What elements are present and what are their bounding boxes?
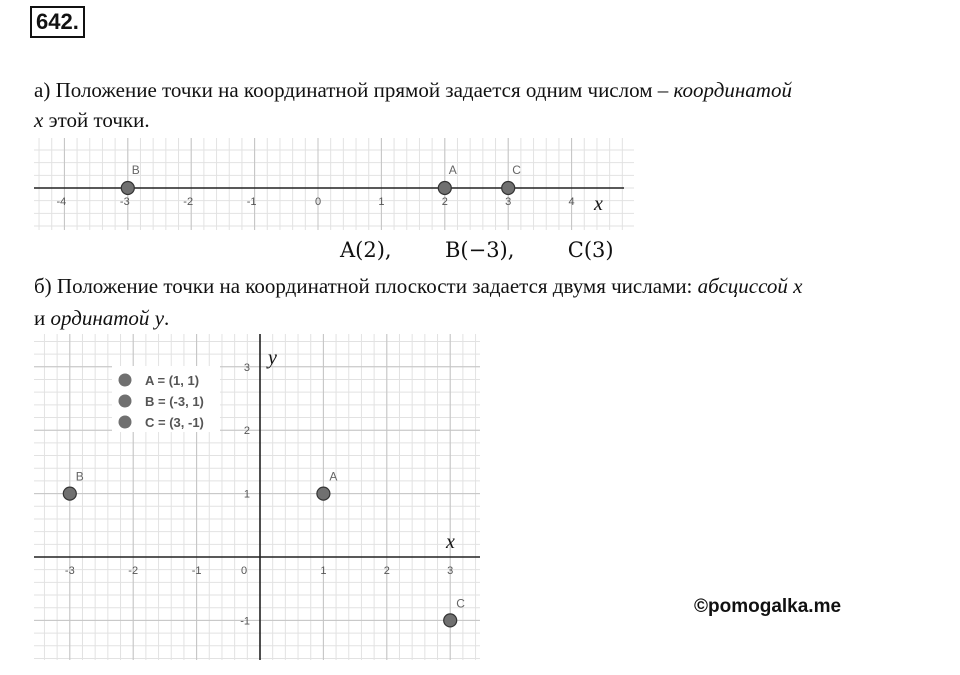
point-B (63, 487, 76, 500)
tick-label: -4 (56, 196, 67, 208)
problem-number: 642. (30, 6, 85, 38)
part-a-line-2 (34, 106, 150, 134)
point-label-C: C (512, 163, 521, 177)
part-b-line2-end: . (164, 306, 170, 330)
y-tick-label: 3 (243, 361, 250, 374)
part-a-line-1 (34, 76, 792, 104)
coordinate-plane (34, 334, 480, 660)
part-b-line-1 (34, 272, 802, 300)
x-tick-label: 2 (383, 565, 390, 577)
part-b-text: б) Положение точки на координатной плоскости задается двумя числами: (34, 274, 698, 298)
coord-b: B(−3), (444, 238, 515, 262)
part-a-text: а) Положение точки на координатной прямой задается одним числом – (34, 78, 674, 102)
y-tick-label: -1 (240, 615, 250, 628)
number-line (34, 138, 634, 234)
origin-label: 0 (240, 565, 248, 577)
x-tick-label: -2 (128, 565, 139, 577)
point-label-B: B (75, 469, 84, 484)
part-b-term-abscissa: абсциссой (697, 274, 788, 298)
coord-a: A(2), (340, 238, 392, 262)
x-tick-label: 1 (320, 565, 327, 577)
y-tick-label: 1 (243, 488, 250, 501)
part-b-line2-prefix: и (34, 306, 51, 330)
part-a-var: x (34, 108, 44, 132)
tick-label: 1 (378, 196, 385, 208)
tick-label: 4 (568, 196, 575, 208)
part-b-term-ordinate: ординатой (50, 306, 150, 330)
part-a-line2-text: этой точки. (43, 108, 150, 132)
y-tick-label: 2 (243, 425, 250, 438)
point-label-C: C (456, 596, 465, 611)
watermark: ©pomogalka.me (694, 596, 842, 617)
legend-marker (119, 395, 132, 408)
part-a-term: координатой (673, 78, 792, 102)
point-label-B: B (131, 163, 140, 177)
part-b-var-x: x (787, 274, 803, 298)
x-tick-label: -1 (191, 565, 202, 577)
tick-label: -1 (246, 196, 257, 208)
coord-c: C(3) (567, 238, 614, 262)
tick-label: -3 (119, 196, 130, 208)
axis-label-y: y (268, 347, 277, 369)
x-tick-label: 3 (447, 565, 454, 577)
tick-label: 0 (314, 196, 322, 208)
tick-label: 2 (441, 196, 448, 208)
point-label-A: A (448, 163, 457, 177)
legend-marker (119, 374, 132, 387)
point-A (438, 182, 451, 195)
legend-marker (119, 416, 132, 429)
point-C (502, 182, 515, 195)
legend-entry: B = (-3, 1) (145, 394, 204, 409)
legend-entry: C = (3, -1) (145, 415, 204, 430)
point-C (444, 614, 457, 627)
x-tick-label: -3 (64, 565, 75, 577)
tick-label: -2 (183, 196, 194, 208)
legend (112, 366, 220, 432)
part-b-var-y: y (149, 306, 165, 330)
part-b-line-2 (34, 304, 169, 332)
point-coordinates (340, 238, 614, 262)
axis-label-x: x (594, 193, 603, 215)
point-B (121, 182, 134, 195)
legend-entry: A = (1, 1) (145, 373, 200, 388)
axis-label-x: x (446, 531, 455, 553)
point-A (317, 487, 330, 500)
point-label-A: A (329, 469, 338, 484)
tick-label: 3 (505, 196, 512, 208)
